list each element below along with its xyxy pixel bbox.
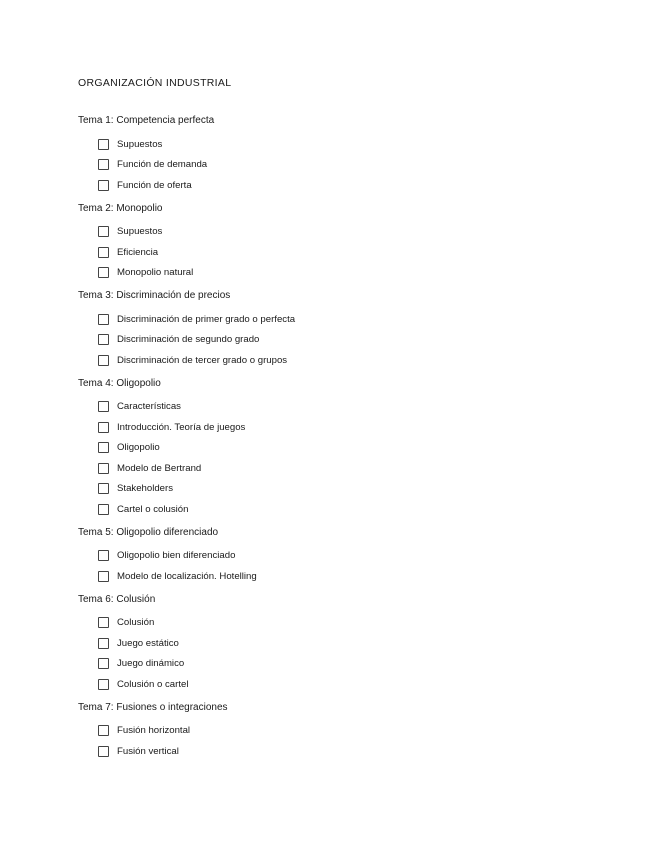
checklist-item [78, 633, 635, 654]
section-2 [78, 202, 635, 284]
checklist-item [78, 397, 635, 418]
checklist-item-label: Colusión [117, 617, 155, 629]
checklist [78, 222, 635, 284]
checklist-item-label: Oligopolio bien diferenciado [117, 550, 236, 562]
checklist-item [78, 499, 635, 520]
checkbox[interactable] [98, 226, 109, 237]
checklist-content [78, 114, 635, 768]
section-title: Tema 3: Discriminación de precios [78, 290, 231, 301]
checklist-item [78, 566, 635, 587]
checkbox[interactable] [98, 442, 109, 453]
checkbox[interactable] [98, 550, 109, 561]
checkbox[interactable] [98, 180, 109, 191]
document-title: ORGANIZACIÓN INDUSTRIAL [78, 77, 232, 89]
checkbox[interactable] [98, 746, 109, 757]
checklist-item [78, 330, 635, 351]
checklist-item [78, 134, 635, 155]
checkbox[interactable] [98, 401, 109, 412]
checkbox[interactable] [98, 617, 109, 628]
section-title: Tema 7: Fusiones o integraciones [78, 701, 228, 713]
checklist-item-label: Cartel o colusión [117, 503, 189, 515]
checkbox[interactable] [98, 463, 109, 474]
section-title: Tema 6: Colusión [78, 593, 156, 605]
checklist [78, 309, 635, 371]
checklist-item [78, 458, 635, 479]
checklist-item-label: Supuestos [117, 226, 163, 238]
checklist-item-label: Monopolio natural [117, 267, 194, 279]
checklist-item-label: Función de oferta [117, 179, 192, 191]
checkbox[interactable] [98, 638, 109, 649]
checklist-item [78, 438, 635, 459]
section-title: Tema 1: Competencia perfecta [78, 115, 215, 126]
checkbox[interactable] [98, 139, 109, 150]
section-7 [78, 701, 635, 762]
checklist-item [78, 417, 635, 438]
checklist-item [78, 155, 635, 176]
checklist-item-label: Modelo de Bertrand [117, 462, 202, 474]
section-5 [78, 526, 635, 587]
checkbox[interactable] [98, 571, 109, 582]
checklist-item-label: Eficiencia [117, 246, 159, 258]
checklist-item [78, 721, 635, 742]
checklist-item-label: Juego estático [117, 637, 179, 649]
checklist-item-label: Supuestos [117, 138, 163, 150]
checklist [78, 546, 635, 587]
checklist-item-label: Características [117, 401, 181, 413]
checklist-item-label: Fusión vertical [117, 745, 179, 757]
checklist-item [78, 242, 635, 263]
checkbox[interactable] [98, 504, 109, 515]
checklist [78, 613, 635, 695]
checklist [78, 397, 635, 520]
checklist-item [78, 546, 635, 567]
checklist [78, 134, 635, 196]
checklist-item [78, 350, 635, 371]
checklist-item-label: Modelo de localización. Hotelling [117, 570, 257, 582]
checklist-item [78, 263, 635, 284]
checklist-item [78, 175, 635, 196]
checklist-item [78, 674, 635, 695]
checklist-item-label: Fusión horizontal [117, 725, 191, 737]
checkbox[interactable] [98, 483, 109, 494]
checkbox[interactable] [98, 355, 109, 366]
checklist-item-label: Función de demanda [117, 159, 208, 171]
checklist-item [78, 309, 635, 330]
checklist-item-label: Juego dinámico [117, 658, 185, 670]
checklist-item [78, 654, 635, 675]
section-6 [78, 593, 635, 695]
checkbox[interactable] [98, 314, 109, 325]
checklist-item [78, 613, 635, 634]
checklist-item [78, 479, 635, 500]
section-4 [78, 377, 635, 520]
checklist-item-label: Introducción. Teoría de juegos [117, 421, 246, 433]
checkbox[interactable] [98, 267, 109, 278]
section-title: Tema 5: Oligopolio diferenciado [78, 526, 219, 538]
checkbox[interactable] [98, 334, 109, 345]
checklist-item-label: Discriminación de primer grado o perfecta [117, 313, 296, 325]
checklist-item [78, 741, 635, 762]
checkbox[interactable] [98, 422, 109, 433]
checkbox[interactable] [98, 159, 109, 170]
checklist-item-label: Colusión o cartel [117, 678, 189, 690]
checkbox[interactable] [98, 725, 109, 736]
checklist-item-label: Oligopolio [117, 442, 160, 454]
checklist-item [78, 222, 635, 243]
checklist-item-label: Discriminación de tercer grado o grupos [117, 354, 288, 366]
checkbox[interactable] [98, 247, 109, 258]
checklist-item-label: Stakeholders [117, 483, 173, 495]
checkbox[interactable] [98, 679, 109, 690]
section-title: Tema 4: Oligopolio [78, 377, 161, 389]
checklist [78, 721, 635, 762]
section-1 [78, 114, 635, 196]
checklist-item-label: Discriminación de segundo grado [117, 334, 260, 346]
section-title: Tema 2: Monopolio [78, 202, 163, 214]
section-3 [78, 289, 635, 371]
checkbox[interactable] [98, 658, 109, 669]
